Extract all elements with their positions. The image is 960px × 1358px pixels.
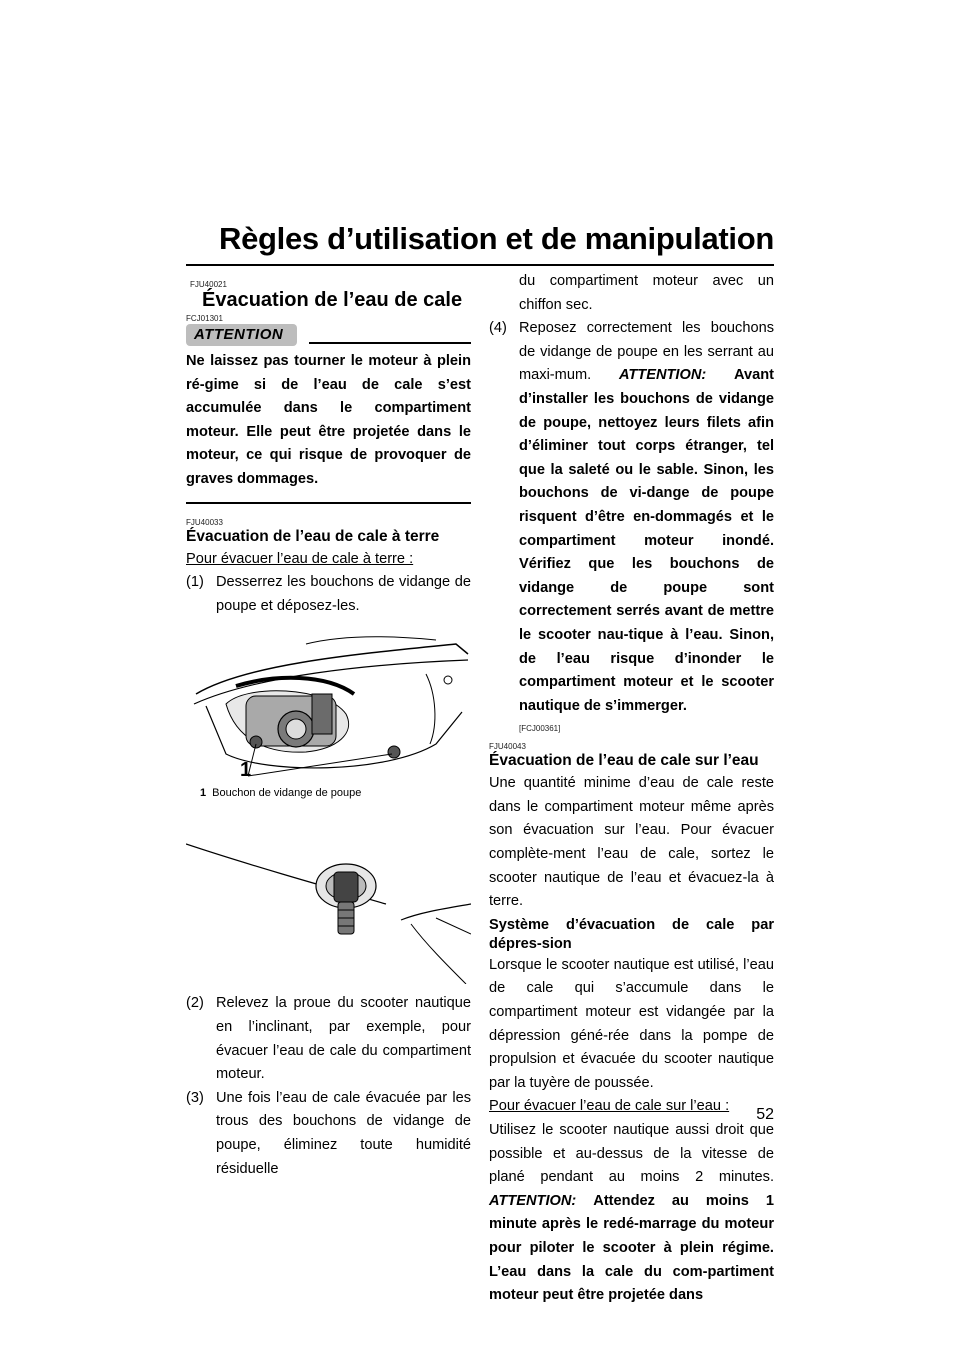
attention-label: ATTENTION	[186, 324, 297, 346]
list-number: (2)	[186, 995, 204, 1012]
right-column	[489, 270, 774, 1308]
list-text: Une fois l’eau de cale évacuée par les trous des bouchons de vidange de poupe, éliminez toute humidité résiduelle	[216, 1089, 471, 1177]
list-text: du compartiment moteur avec un chiffon sec.	[519, 273, 774, 313]
attention-code: [FCJ00361]	[519, 724, 561, 734]
list-item	[186, 1087, 471, 1181]
inline-attention-text: Attendez au moins 1 minute après le redé-marrage du moteur pour piloter le scooter à plein régime. L’eau dans la cale du com-partiment moteur peut être projetée dans	[489, 1192, 774, 1304]
paragraph	[489, 1119, 774, 1308]
caption-text: Bouchon de vidange de poupe	[212, 787, 362, 800]
list-number: (4)	[489, 320, 507, 337]
drain-plug-illustration	[186, 834, 471, 984]
section-code: FJU40021	[190, 280, 227, 289]
page-number: 52	[756, 1106, 774, 1123]
watercraft-rear-illustration	[186, 624, 471, 784]
page-header	[186, 222, 774, 256]
figure-callout: 1	[240, 759, 252, 782]
subsection-title: Évacuation de l’eau de cale à terre	[186, 527, 440, 545]
attention-box	[186, 314, 471, 504]
list-number: (3)	[186, 1089, 204, 1106]
list-text: Relevez la proue du scooter nautique en l’inclinant, par exemple, pour évacuer l’eau de cale du compartiment moteur.	[216, 995, 471, 1083]
attention-rule	[309, 342, 471, 344]
procedure-intro: Pour évacuer l’eau de cale à terre :	[186, 550, 414, 567]
list-item	[186, 992, 471, 1086]
caption-number: 1	[200, 787, 207, 800]
list-text-part: Reposez correctement les bouchons de vidange de poupe en les serrant au maxi-mum.	[519, 320, 774, 384]
attention-code: FCJ01301	[186, 314, 223, 323]
list-item	[186, 571, 471, 618]
list-item-continued	[489, 270, 774, 317]
figure-caption	[186, 786, 471, 800]
figure-drain-plug	[186, 624, 471, 800]
list-text: Desserrez les bouchons de vidange de poupe et déposez-les.	[216, 574, 471, 614]
paragraph: Lorsque le scooter nautique est utilisé, l’eau de cale qui s’accumule dans le compartiment moteur est vidangée par la dépression géné-rée dans la pompe de propulsion et évacuée du scooter nautique par la tuyère de poussée.	[489, 956, 774, 1091]
inline-attention-label: ATTENTION:	[489, 1192, 577, 1209]
left-column	[186, 280, 471, 1181]
list-text	[519, 317, 774, 734]
inline-attention-label: ATTENTION:	[618, 367, 707, 384]
header-rule	[186, 264, 774, 266]
attention-text: Ne laissez pas tourner le moteur à plein ré-gime si de l’eau de cale s’est accumulée dans le compartiment moteur. Elle peut être projetée dans le moteur, ce qui risque de provoquer de graves dommages.	[186, 353, 471, 487]
subsection-title: Évacuation de l’eau de cale sur l’eau	[489, 752, 759, 770]
subsection-code: FJU40043	[489, 742, 526, 752]
list-item	[489, 317, 774, 734]
bold-heading: Système d’évacuation de cale par dépres-sion	[489, 916, 774, 952]
attention-end-rule	[186, 502, 471, 504]
paragraph: Une quantité minime d’eau de cale reste dans le compartiment moteur même après son évacuation sur l’eau. Pour évacuer complète-ment l’eau de cale, sortez le scooter nautique de l’eau et évacuez-la à terre.	[489, 775, 774, 910]
list-number: (1)	[186, 574, 204, 591]
figure-drain-plug-detail	[186, 834, 471, 984]
section-title: Évacuation de l’eau de cale	[202, 289, 463, 311]
page-title: Règles d’utilisation et de manipulation	[219, 221, 774, 256]
paragraph-part: Utilisez le scooter nautique aussi droit que possible et au-dessus de la vitesse de plané pendant au moins 2 minutes.	[489, 1122, 774, 1186]
subsection-code: FJU40033	[186, 517, 223, 527]
inline-attention-text: Avant d’installer les bouchons de vidange de poupe, nettoyez leurs filets afin d’éliminer tout corps étranger, tel que la saleté ou le sable. Sinon, les bouchons de vi-dange de poupe risquent d’être en-dommagés et le compartiment moteur inondé. Vérifiez que les bouchons de vidange de poupe sont correctement serrés avant de mettre le scooter nau-tique à l’eau. Sinon, de l’eau risque d’inonder le compartiment moteur et le scooter nautique de s’immerger.	[519, 367, 774, 714]
procedure-intro: Pour évacuer l’eau de cale sur l’eau :	[489, 1098, 730, 1115]
